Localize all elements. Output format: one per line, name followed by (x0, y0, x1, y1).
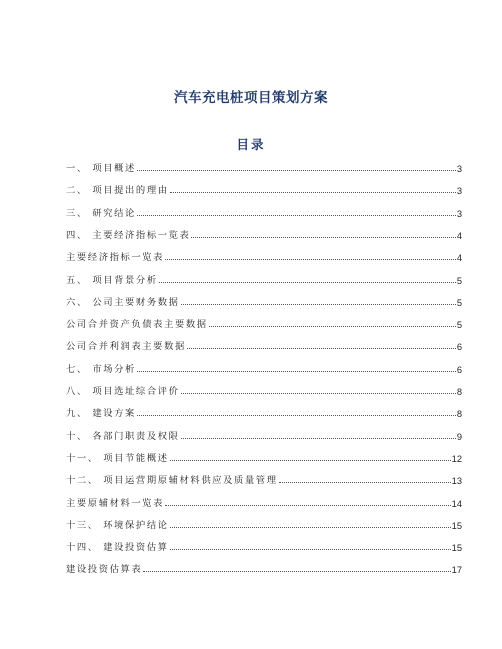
toc-entry[interactable] (66, 158, 462, 174)
toc-entry-page: 13 (451, 476, 462, 487)
toc-entry-page: 9 (456, 431, 462, 442)
toc-entry[interactable] (66, 225, 462, 241)
toc-entry-label: 公司合并利润表主要数据 (66, 341, 186, 353)
toc-entry-page: 3 (456, 186, 462, 197)
toc-leader-dots (165, 258, 456, 260)
toc-entry-page: 17 (451, 565, 462, 576)
toc-entry-page: 4 (456, 253, 462, 264)
toc-leader-dots (181, 437, 456, 439)
toc-entry-label: 十二、 项目运营期原辅材料供应及质量管理 (66, 475, 278, 487)
toc-leader-dots (181, 303, 456, 305)
toc-entry-page: 8 (456, 387, 462, 397)
toc-entry[interactable] (66, 270, 462, 286)
toc-entry[interactable] (66, 403, 462, 419)
toc-entry-label: 八、 项目选址综合评价 (66, 386, 180, 397)
toc-leader-dots (137, 370, 456, 372)
toc-leader-dots (170, 526, 451, 528)
toc-entry-label: 九、 建设方案 (66, 408, 136, 420)
toc-entry-page: 5 (456, 320, 462, 331)
toc-entry-label: 一、 项目概述 (66, 163, 136, 174)
toc-entry-label: 主要原辅材料一览表 (66, 497, 165, 509)
toc-entry[interactable] (66, 537, 462, 553)
toc-entry[interactable] (66, 470, 462, 486)
toc-entry-label: 主要经济指标一览表 (66, 252, 165, 264)
toc-entry[interactable] (66, 314, 462, 330)
toc-entry[interactable] (66, 247, 462, 263)
toc-entry-label: 十、 各部门职责及权限 (66, 430, 180, 442)
toc-leader-dots (137, 169, 456, 171)
toc-leader-dots (165, 504, 451, 506)
toc-leader-dots (170, 459, 451, 461)
toc-entry-label: 七、 市场分析 (66, 363, 136, 375)
toc-entry[interactable] (66, 381, 462, 397)
toc-entry-label: 十一、 项目节能概述 (66, 452, 169, 464)
toc-entry[interactable] (66, 336, 462, 352)
toc-leader-dots (279, 481, 451, 483)
toc-entry-page: 3 (456, 208, 462, 219)
toc-entry-page: 6 (456, 342, 462, 353)
document-title: 汽车充电桩项目策划方案 (174, 90, 328, 106)
toc-entry-page: 5 (456, 297, 462, 308)
toc-entry-label: 建设投资估算表 (66, 564, 143, 576)
toc-entry-page: 8 (456, 409, 462, 420)
toc-leader-dots (170, 548, 451, 550)
toc-entry[interactable] (66, 493, 462, 509)
toc-leader-dots (137, 414, 456, 416)
toc-entry[interactable] (66, 426, 462, 442)
toc-entry-page: 15 (451, 543, 462, 554)
toc-heading: 目录 (236, 137, 266, 152)
toc-entry[interactable] (66, 180, 462, 196)
toc-entry-label: 十三、 环境保护结论 (66, 519, 169, 531)
toc-entry-label: 三、 研究结论 (66, 207, 136, 219)
toc-entry-page: 6 (456, 364, 462, 375)
toc-entry-label: 二、 项目提出的理由 (66, 185, 169, 197)
toc-entry-page: 3 (456, 164, 462, 174)
toc-entry-label: 六、 公司主要财务数据 (66, 296, 180, 308)
toc-leader-dots (137, 214, 456, 216)
toc-entry-page: 4 (456, 230, 462, 241)
toc-entry[interactable] (66, 203, 462, 219)
toc-entry-label: 五、 项目背景分析 (66, 274, 158, 286)
toc-leader-dots (191, 236, 455, 238)
toc-leader-dots (170, 191, 456, 193)
toc-leader-dots (143, 570, 450, 572)
toc-entry[interactable] (66, 292, 462, 308)
toc-leader-dots (187, 347, 456, 349)
toc-entry[interactable] (66, 359, 462, 375)
toc-leader-dots (159, 281, 456, 283)
toc-entry[interactable] (66, 559, 462, 575)
toc-entry-page: 15 (451, 520, 462, 531)
toc-entry[interactable] (66, 448, 462, 464)
toc-entry-page: 5 (456, 275, 462, 286)
toc-entry-label: 公司合并资产负债表主要数据 (66, 319, 208, 331)
toc-entry-label: 十四、 建设投资估算 (66, 542, 169, 554)
toc-leader-dots (181, 392, 456, 394)
toc-entry-page: 14 (451, 498, 462, 509)
toc-entry[interactable] (66, 515, 462, 531)
toc-entry-page: 12 (451, 453, 462, 464)
toc-entry-label: 四、 主要经济指标一览表 (66, 229, 191, 241)
toc-leader-dots (209, 325, 456, 327)
